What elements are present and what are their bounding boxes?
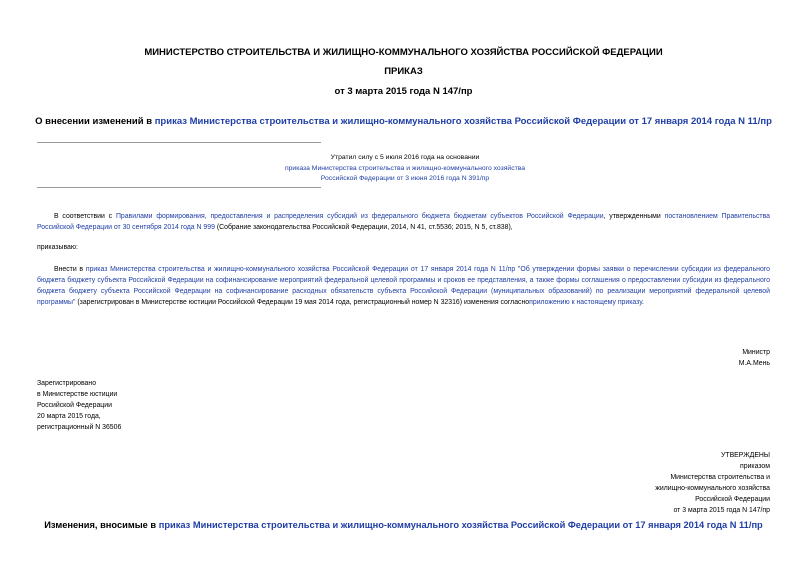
registration-line: Российской Федерации (37, 402, 112, 409)
approval-block (655, 450, 770, 516)
amended-order-link[interactable]: приказ Министерства строительства и жилищно-коммунального хозяйства Российской Федерации от 17 января 2014 года N 11/пр "Об утверждении формы заявки о перечислении субсидии из федерального бюджета бюджету субъекта Российской Федерации на софинансирование мероприятий федеральной целевой программы и сроков ее представления, а также формы соглашения о предоставлении субсидии из федерального бюджета бюджету субъекта Российской Федерации на софинансирование расходных обязательств субъекта Российской Федерации (муниципальных образований) по реализации мероприятий федеральной целевой программы" (37, 266, 770, 306)
body-text-3: . (642, 299, 644, 306)
body-text-2: (зарегистрирован в Министерстве юстиции Российской Федерации 19 мая 2014 года, регистрационный номер N 32316) изменения согласно (75, 299, 530, 306)
changes-prefix: Изменения, вносимые в (44, 520, 159, 530)
approval-line: жилищно-коммунального хозяйства (655, 485, 770, 492)
order-word: приказываю: (37, 244, 78, 251)
document-subject (0, 116, 807, 127)
approval-line: Российской Федерации (695, 496, 770, 503)
signature-name: М.А.Мень (738, 360, 770, 367)
approval-line: приказом (740, 463, 770, 470)
divider-top (37, 142, 321, 143)
subject-prefix: О внесении изменений в (35, 116, 155, 127)
preamble-text-1: В соответствии с (54, 213, 116, 220)
registration-block (37, 378, 121, 433)
registration-line: регистрационный N 36506 (37, 424, 122, 431)
subject-order-link[interactable]: приказ Министерства строительства и жилищно-коммунального хозяйства Российской Федерации от 17 января 2014 года N 11/пр (154, 116, 772, 127)
approval-line: от 3 марта 2015 года N 147/пр (673, 507, 770, 514)
body-text-1: Внести в (54, 266, 86, 273)
registration-line: в Министерстве юстиции (37, 391, 118, 398)
changes-order-link[interactable]: приказ Министерства строительства и жилищно-коммунального хозяйства Российской Федерации от 17 января 2014 года N 11/пр (158, 520, 763, 530)
divider-bottom (37, 187, 321, 188)
document-type: ПРИКАЗ (384, 66, 423, 77)
registration-line: Зарегистрировано (37, 380, 97, 387)
preamble-text-2: , утвержденными (603, 213, 665, 220)
registration-line: 20 марта 2015 года, (37, 413, 101, 420)
changes-heading (0, 520, 807, 530)
preamble-paragraph (37, 211, 770, 233)
ministry-heading: МИНИСТЕРСТВО СТРОИТЕЛЬСТВА И ЖИЛИЩНО-КОММУНАЛЬНОГО ХОЗЯЙСТВА РОССИЙСКОЙ ФЕДЕРАЦИИ (144, 47, 663, 58)
lost-force-link-line2[interactable]: Российской Федерации от 3 июня 2016 года N 391/пр (320, 175, 490, 182)
approval-line: УТВЕРЖДЕНЫ (721, 452, 770, 459)
rules-link[interactable]: Правилами формирования, предоставления и распределения субсидий из федерального бюджета бюджетам субъектов Российской Федерации (115, 213, 604, 220)
preamble-text-3: (Собрание законодательства Российской Федерации, 2014, N 41, ст.5536; 2015, N 5, ст.838), (214, 224, 513, 231)
lost-force-note (280, 153, 530, 185)
signature-title: Министр (742, 349, 770, 356)
government-decree-link[interactable]: постановлением Правительства Российской Федерации от 30 сентября 2014 года N 999 (37, 213, 770, 231)
signature-block (739, 347, 770, 369)
approval-line: Министерства строительства и (670, 474, 770, 481)
lost-force-link-line1[interactable]: приказа Министерства строительства и жилищно-коммунального хозяйства (284, 164, 526, 172)
body-paragraph (37, 264, 770, 308)
lost-force-text: Утратил силу с 5 июля 2016 года на основании (330, 154, 480, 161)
appendix-link[interactable]: приложению к настоящему приказу (529, 299, 642, 306)
document-date-number: от 3 марта 2015 года N 147/пр (334, 86, 473, 97)
